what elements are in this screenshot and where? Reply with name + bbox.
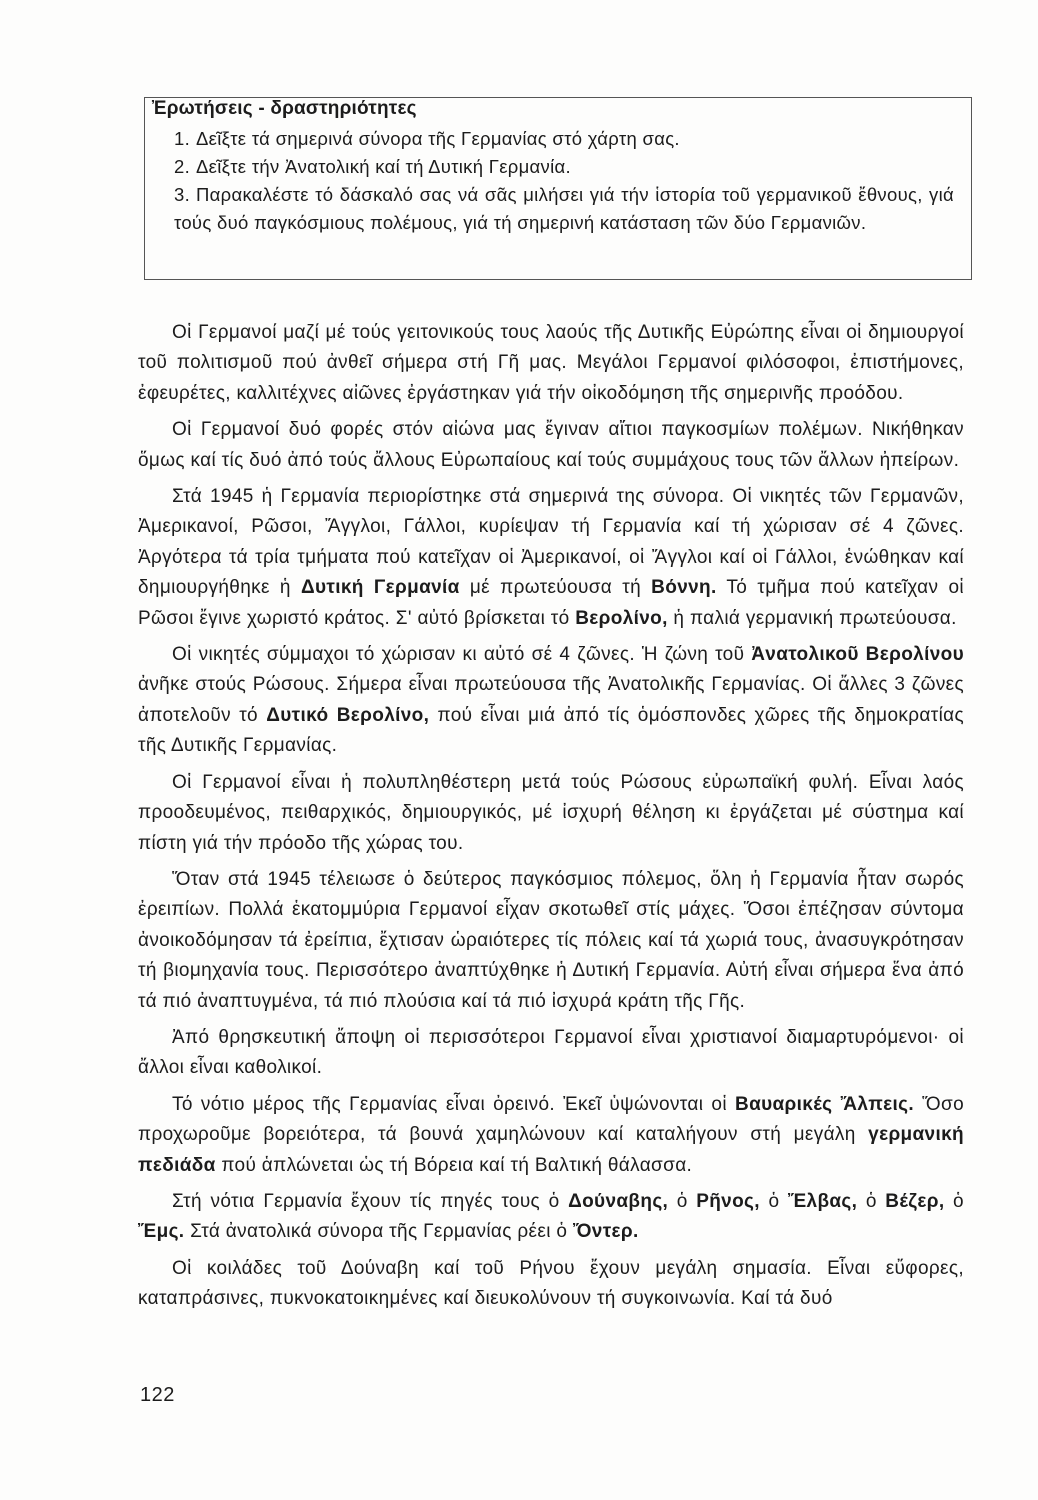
paragraph-7: Ἀπό θρησκευτική ἄποψη οἱ περισσότεροι Γερμανοί εἶναι χριστιανοί διαμαρτυρόμενοι· οἱ ἄλλοι εἶναι καθολικοί. (138, 1026, 964, 1079)
bold-term: Ἀνατολικοῦ Βερολίνου (751, 644, 964, 666)
bold-term: Ἔμς. (138, 1221, 185, 1243)
bold-term: Ἔλβας, (787, 1190, 858, 1212)
bold-term: Βέζερ, (885, 1190, 945, 1212)
activities-title: Ἐρωτήσεις - δραστηριότητες (150, 98, 425, 120)
paragraph-4: Οἱ νικητές σύμμαχοι τό χώρισαν κι αὐτό σέ 4 ζῶνες. Ἡ ζώνη τοῦ Ἀνατολικοῦ Βερολίνου ἀνῆκε στούς Ρώσους. Σήμερα εἶναι πρωτεύουσα τῆς Ἀνατολικῆς Γερμανίας. Οἱ ἄλλες 3 ζῶνες ἀποτελοῦν τό Δυτικό Βερολίνο, πού εἶναι μιά ἀπό τίς ὁμόσπονδες χῶρες τῆς δημοκρατίας τῆς Δυτικῆς Γερμανίας. (138, 644, 965, 757)
paragraph-10: Οἱ κοιλάδες τοῦ Δούναβη καί τοῦ Ρήνου ἔχουν μεγάλη σημασία. Εἶναι εὔφορες, καταπράσινες, πυκνοκατοικημένες καί διευκολύνουν τή συγκοινωνία. Καί τά δυό (138, 1257, 964, 1310)
bold-term: Ρῆνος, (696, 1190, 760, 1212)
activities-list (174, 125, 954, 237)
bold-term: Δούναβης, (568, 1190, 669, 1212)
paragraph-9: Στή νότια Γερμανία ἔχουν τίς πηγές τους ὁ Δούναβης, ὁ Ρῆνος, ὁ Ἔλβας, ὁ Βέζερ, ὁ Ἔμς. Στά ἀνατολικά σύνορα τῆς Γερμανίας ρέει ὁ Ὄντερ. (138, 1190, 964, 1243)
paragraph-6: Ὅταν στά 1945 τέλειωσε ὁ δεύτερος παγκόσμιος πόλεμος, ὅλη ἡ Γερμανία ἦταν σωρός ἐρειπίων. Πολλά ἑκατομμύρια Γερμανοί εἶχαν σκοτωθεῖ στίς μάχες. Ὅσοι ἐπέζησαν σύντομα ἀνοικοδόμησαν τά ἐρείπια, ἔχτισαν ὡραιότερες τίς πόλεις καί τά χωριά τους, ἀνασυγκρότησαν τή βιομηχανία τους. Περισσότερο ἀναπτύχθηκε ἡ Δυτική Γερμανία. Αὐτή εἶναι σήμερα ἕνα ἀπό τά πιό ἀναπτυγμένα, τά πιό πλούσια καί τά πιό ἰσχυρά κράτη τῆς Γῆς. (138, 868, 964, 1012)
paragraph-8: Τό νότιο μέρος τῆς Γερμανίας εἶναι ὀρεινό. Ἐκεῖ ὑψώνονται οἱ Βαυαρικές Ἄλπεις. Ὅσο προχωροῦμε βορειότερα, τά βουνά χαμηλώνουν καί καταλήγουν στή μεγάλη γερμανική πεδιάδα πού ἁπλώνεται ὡς τή Βόρεια καί τή Βαλτική θάλασσα. (138, 1093, 964, 1176)
bold-term: Βαυαρικές Ἄλπεις. (735, 1093, 915, 1115)
main-text (138, 318, 964, 1321)
bold-term: Δυτική Γερμανία (300, 577, 460, 599)
bold-term: Βόννη. (651, 577, 717, 599)
paragraph-1: Οἱ Γερμανοί μαζί μέ τούς γειτονικούς τους λαούς τῆς Δυτικῆς Εὐρώπης εἶναι οἱ δημιουργοί τοῦ πολιτισμοῦ πού ἀνθεῖ σήμερα στή Γῆ μας. Μεγάλοι Γερμανοί φιλόσοφοι, ἐπιστήμονες, ἐφευρέτες, καλλιτέχνες αἰῶνες ἐργάστηκαν γιά τήν οἰκοδόμηση τῆς σημερινῆς προόδου. (138, 322, 964, 404)
page-number: 122 (140, 1384, 175, 1406)
activity-item-3: 3. Παρακαλέστε τό δάσκαλό σας νά σᾶς μιλήσει γιά τήν ἱστορία τοῦ γερμανικοῦ ἔθνους, γιά τούς δυό παγκόσμιους πολέμους, γιά τή σημερινή κατάσταση τῶν δύο Γερμανιῶν. (174, 184, 954, 233)
paragraph-3: Στά 1945 ἡ Γερμανία περιορίστηκε στά σημερινά της σύνορα. Οἱ νικητές τῶν Γερμανῶν, Ἀμερικανοί, Ρῶσοι, Ἄγγλοι, Γάλλοι, κυρίεψαν τή Γερμανία καί τή χώρισαν σέ 4 ζῶνες. Ἀργότερα τά τρία τμήματα πού κατεῖχαν οἱ Ἀμερικανοί, οἱ Ἄγγλοι καί οἱ Γάλλοι, ἑνώθηκαν καί δημιουργήθηκε ἡ Δυτική Γερμανία μέ πρωτεύουσα τή Βόννη. Τό τμῆμα πού κατεῖχαν οἱ Ρῶσοι ἔγινε χωριστό κράτος. Σ' αὐτό βρίσκεται τό Βερολίνο, ἡ παλιά γερμανική πρωτεύουσα. (138, 486, 964, 629)
bold-term: γερμανική πεδιάδα (138, 1124, 964, 1176)
bold-term: Δυτικό Βερολίνο, (266, 704, 430, 726)
paragraph-5: Οἱ Γερμανοί εἶναι ἡ πολυπληθέστερη μετά τούς Ρώσους εὐρωπαϊκή φυλή. Εἶναι λαός προοδευμένος, πειθαρχικός, δημιουργικός, μέ ἰσχυρή θέληση κι ἐργάζεται μέ σύστημα καί πίστη γιά τήν πρόοδο τῆς χώρας του. (138, 771, 964, 854)
activity-item-1: 1. Δεῖξτε τά σημερινά σύνορα τῆς Γερμανίας στό χάρτη σας. (174, 128, 680, 149)
paragraph-2: Οἱ Γερμανοί δυό φορές στόν αἰώνα μας ἔγιναν αἴτιοι παγκοσμίων πολέμων. Νικήθηκαν ὅμως καί τίς δυό ἀπό τούς ἄλλους Εὐρωπαίους καί τούς συμμάχους τους τῶν ἄλλων ἠπείρων. (138, 419, 964, 471)
bold-term: Βερολίνο, (575, 607, 668, 629)
activity-item-2: 2. Δεῖξτε τήν Ἀνατολική καί τή Δυτική Γερμανία. (174, 156, 571, 177)
bold-term: Ὄντερ. (572, 1221, 639, 1243)
